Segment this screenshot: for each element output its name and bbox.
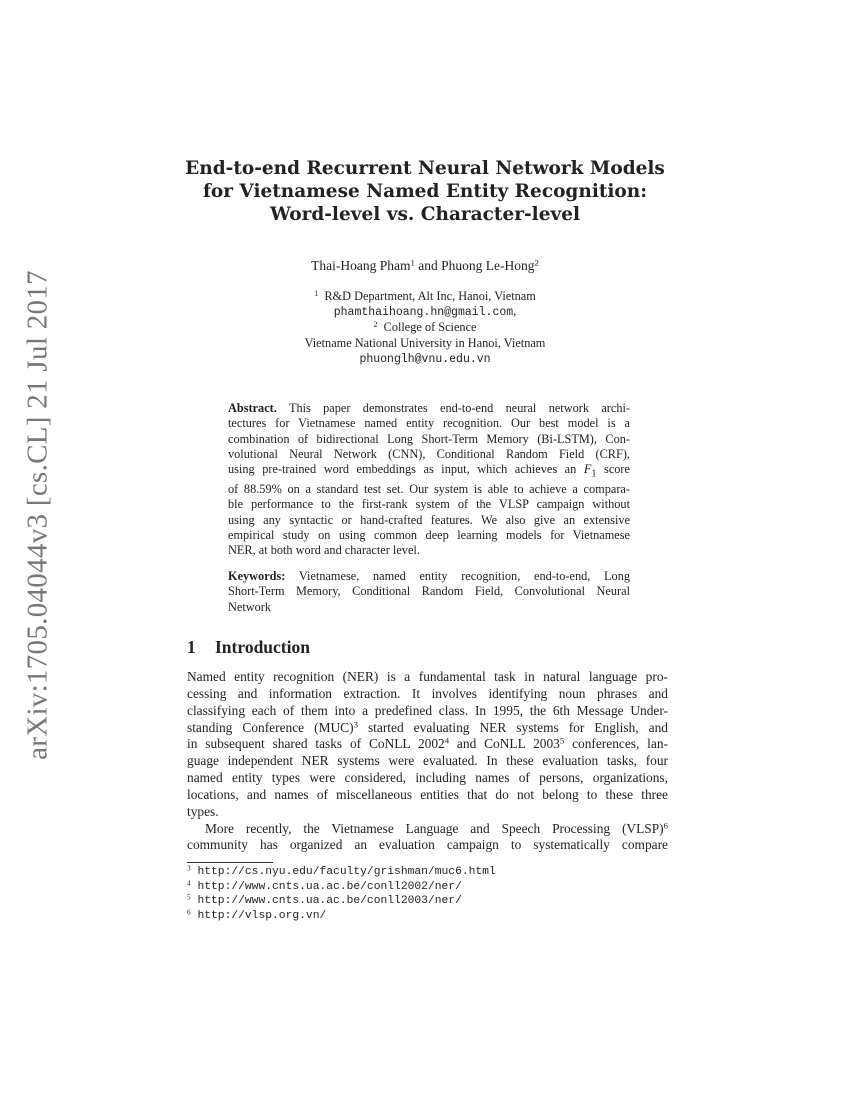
title-line: Word-level vs. Character-level	[269, 204, 581, 225]
author-name: Thai-Hoang Pham	[311, 258, 411, 273]
text-line: NER, at both word and character level.	[228, 543, 420, 558]
label: Keywords:	[228, 569, 286, 583]
text-line: classifying each of them into a predefined class. In 1995, the 6th Message Under-	[187, 702, 668, 718]
text-line: ble performance to the first-rank system of the VLSP campaign without	[228, 497, 630, 512]
affil-university: Vietname National University in Hanoi, Vietnam	[304, 335, 546, 350]
text-line: community has organized an evaluation campaign to systematically compare	[187, 837, 668, 853]
footnote-url[interactable]: http://www.cnts.ua.ac.be/conll2003/ner/	[197, 895, 462, 907]
footnotes	[187, 865, 496, 923]
text-line: Named entity recognition (NER) is a fundamental task in natural language pro-	[187, 669, 668, 684]
footnote-mark: 5	[559, 736, 565, 747]
text-line: using pre-trained word embeddings as input, which achieves an $F_1$ score	[228, 462, 630, 480]
text-line: Network	[228, 599, 272, 614]
footnote-rule	[187, 862, 273, 863]
body-text	[187, 669, 668, 854]
footnote-number: 5	[187, 892, 191, 902]
text-line: Abstract. This paper demonstrates end-to-end neural network archi-	[228, 401, 630, 415]
footnote-mark: 3	[353, 719, 358, 730]
text-line: volutional Neural Network (CNN), Conditional Random Field (CRF),	[228, 446, 630, 461]
text-line: named entity types were considered, including names of persons, organizations,	[187, 770, 668, 786]
footnote-url[interactable]: http://www.cnts.ua.ac.be/conll2002/ner/	[197, 880, 462, 893]
author-email[interactable]: phamthaihoang.hn@gmail.com	[333, 306, 514, 320]
author-conj: and	[414, 258, 442, 273]
text-line: locations, and names of miscellaneous entities that do not belong to these three	[187, 786, 668, 802]
footnote	[187, 877, 496, 895]
label: Abstract.	[228, 401, 277, 415]
section-title: Introduction	[215, 637, 310, 657]
text-line: combination of bidirectional Long Short-Term Memory (Bi-LSTM), Con-	[228, 431, 630, 446]
text-line: types.	[187, 803, 219, 819]
text-line: of 88.59% on a standard test set. Our system is able to achieve a compara-	[228, 481, 630, 496]
author-email[interactable]: phuonglh@vnu.edu.vn	[359, 352, 491, 366]
author-affil-mark: 2	[534, 257, 539, 268]
title-line: for Vietnamese Named Entity Recognition:	[202, 181, 648, 202]
text-line: empirical study on using common deep learning models for Vietnamese	[228, 527, 630, 542]
subscript: 1	[591, 468, 597, 480]
footnote-number: 4	[187, 877, 191, 887]
footnote-number: 3	[187, 863, 191, 873]
section-number: 1	[187, 637, 196, 657]
affil-dept: R&D Department, Alt Inc, Hanoi, Vietnam	[324, 289, 536, 303]
keywords	[228, 569, 630, 615]
section-heading	[187, 637, 310, 658]
paper-title	[0, 157, 850, 226]
text-line: guage independent NER systems were evaluated. In these evaluation tasks, four	[187, 753, 668, 769]
arxiv-identifier-sidebar: arXiv:1705.04044v3 [cs.CL] 21 Jul 2017	[21, 270, 54, 760]
author-affil-mark: 1	[410, 257, 415, 268]
title-line: End-to-end Recurrent Neural Network Models	[185, 158, 665, 179]
authors	[0, 258, 850, 274]
footnote	[187, 865, 496, 880]
text-line: tectures for Vietnamese named entity recognition. Our best model is a	[228, 416, 630, 431]
paragraph	[187, 821, 668, 855]
footnote	[187, 906, 496, 924]
text-line: More recently, the Vietnamese Language and Speech Processing (VLSP)$^6$	[205, 820, 668, 836]
footnote-url[interactable]: http://cs.nyu.edu/faculty/grishman/muc6.html	[197, 866, 496, 878]
affil-mark: 1	[314, 289, 319, 299]
text-line: cessing and information extraction. It involves identifying noun phrases and	[187, 685, 668, 701]
math-symbol: F	[583, 462, 592, 477]
affil-mark: 2	[373, 320, 378, 330]
footnote-mark: 4	[444, 736, 450, 747]
paragraph	[187, 669, 668, 821]
text-line: in subsequent shared tasks of CoNLL 2002$^4$ and CoNLL 2003$^5$ conferences, lan-	[187, 736, 668, 752]
text-line: Short-Term Memory, Conditional Random Field, Convolutional Neural	[228, 584, 630, 599]
footnote-number: 6	[187, 906, 191, 916]
abstract	[228, 401, 630, 558]
footnote	[187, 894, 496, 909]
affiliations: $^1$ R&D Department, Alt Inc, Hanoi, Vietnam phamthaihoang.hn@gmail.com, $^2$ College of Science Vietname National University in Hanoi, Vietnam phuonglh@vnu.edu.vn	[0, 289, 850, 367]
footnote-url[interactable]: http://vlsp.org.vn/	[197, 909, 327, 922]
author-name: Phuong Le-Hong	[441, 258, 535, 273]
text-line: standing Conference (MUC)$^3$ started evaluating NER systems for English, and	[187, 719, 668, 735]
affil-college: College of Science	[383, 320, 477, 335]
text-line: Keywords: Vietnamese, named entity recognition, end-to-end, Long	[228, 569, 630, 583]
text-line: using any syntactic or hand-crafted features. We also give an extensive	[228, 512, 630, 527]
footnote-mark: 6	[663, 820, 668, 831]
